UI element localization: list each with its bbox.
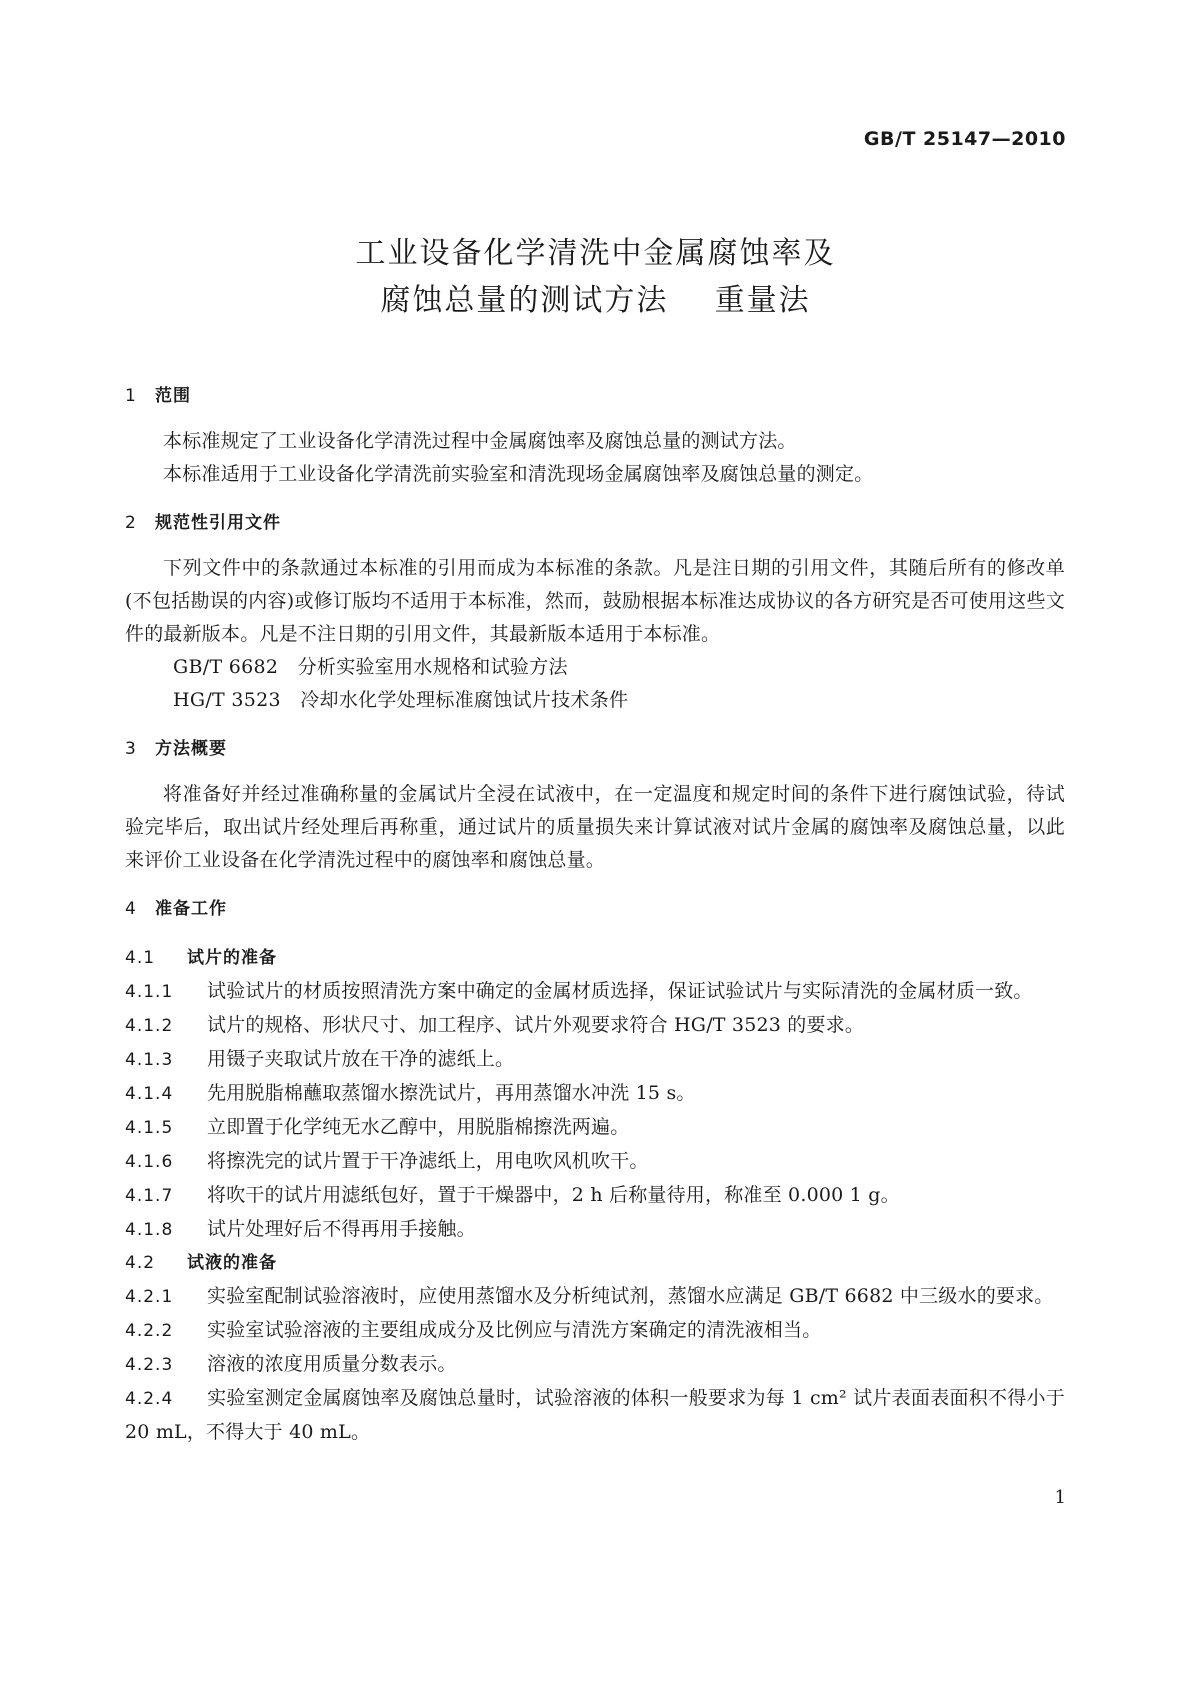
section-number: 4	[125, 899, 137, 919]
clause-item	[125, 975, 1065, 1009]
section-number: 3	[125, 739, 137, 759]
clause-number: 4.1.7	[125, 1186, 174, 1206]
paragraph: 本标准适用于工业设备化学清洗前实验室和清洗现场金属腐蚀率及腐蚀总量的测定。	[163, 463, 874, 485]
clause-item	[125, 1179, 1065, 1213]
section-number: 2	[125, 513, 137, 533]
section-title: 范围	[155, 386, 191, 406]
normative-reference: GB/T 6682 分析实验室用水规格和试验方法	[173, 656, 568, 678]
clause-number: 4.2.4	[125, 1389, 174, 1409]
clause-text: 用镊子夹取试片放在干净的滤纸上。	[207, 1048, 515, 1070]
clause-number: 4.2.1	[125, 1287, 174, 1307]
section-heading-3	[125, 733, 1065, 766]
section-title: 方法概要	[155, 739, 227, 759]
subsection-number: 4.1	[125, 948, 156, 968]
subsection-heading-4-1	[125, 942, 1065, 975]
clause-text: 试验试片的材质按照清洗方案中确定的金属材质选择，保证试验试片与实际清洗的金属材质一致。	[207, 980, 1033, 1002]
clause-item	[125, 1111, 1065, 1145]
clause-number: 4.1.8	[125, 1220, 174, 1240]
subsection-number: 4.2	[125, 1253, 156, 1273]
title-line-2: 腐蚀总量的测试方法 重量法	[380, 283, 811, 318]
clause-item	[125, 1145, 1065, 1179]
clause-text: 实验室配制试验溶液时，应使用蒸馏水及分析纯试剂，蒸馏水应满足 GB/T 6682 中三级水的要求。	[207, 1285, 1054, 1307]
paragraph: 下列文件中的条款通过本标准的引用而成为本标准的条款。凡是注日期的引用文件，其随后所有的修改单(不包括勘误的内容)或修订版均不适用于本标准，然而，鼓励根据本标准达成协议的各方研究是否可使用这些文件的最新版本。凡是不注日期的引用文件，其最新版本适用于本标准。	[125, 557, 1065, 645]
section-title: 准备工作	[155, 899, 227, 919]
paragraph: 本标准规定了工业设备化学清洗过程中金属腐蚀率及腐蚀总量的测试方法。	[163, 430, 797, 452]
subsection-heading-4-2	[125, 1247, 1065, 1280]
clause-item	[125, 1213, 1065, 1247]
clause-number: 4.1.2	[125, 1016, 174, 1036]
clause-item	[125, 1382, 1065, 1449]
section-number: 1	[125, 386, 137, 406]
paragraph: 将准备好并经过准确称量的金属试片全浸在试液中，在一定温度和规定时间的条件下进行腐蚀试验，待试验完毕后，取出试片经处理后再称重，通过试片的质量损失来计算试液对试片金属的腐蚀率及腐蚀总量，以此来评价工业设备在化学清洗过程中的腐蚀率和腐蚀总量。	[125, 783, 1065, 871]
title-line-1: 工业设备化学清洗中金属腐蚀率及	[355, 236, 836, 271]
section-heading-1	[125, 380, 1065, 413]
section-heading-2	[125, 507, 1065, 540]
section-title: 规范性引用文件	[155, 513, 281, 533]
clause-number: 4.1.5	[125, 1118, 174, 1138]
clause-number: 4.1.4	[125, 1084, 174, 1104]
page-number: 1	[1054, 1487, 1066, 1508]
clause-item	[125, 1348, 1065, 1382]
clause-text: 将擦洗完的试片置于干净滤纸上，用电吹风机吹干。	[207, 1150, 649, 1172]
clause-number: 4.1.6	[125, 1152, 174, 1172]
subsection-title: 试片的准备	[187, 948, 277, 968]
clause-text: 试片的规格、形状尺寸、加工程序、试片外观要求符合 HG/T 3523 的要求。	[207, 1014, 865, 1036]
document-title	[0, 230, 1191, 324]
document-body	[125, 380, 1065, 1449]
standard-code: GB/T 25147—2010	[863, 128, 1066, 150]
subsection-title: 试液的准备	[187, 1253, 277, 1273]
clause-text: 实验室试验溶液的主要组成成分及比例应与清洗方案确定的清洗液相当。	[207, 1319, 822, 1341]
clause-text: 立即置于化学纯无水乙醇中，用脱脂棉擦洗两遍。	[207, 1116, 630, 1138]
clause-text: 先用脱脂棉蘸取蒸馏水擦洗试片，再用蒸馏水冲洗 15 s。	[207, 1082, 696, 1104]
clause-item	[125, 1314, 1065, 1348]
clause-item	[125, 1077, 1065, 1111]
clause-item	[125, 1009, 1065, 1043]
clause-number: 4.2.2	[125, 1321, 174, 1341]
clause-item	[125, 1043, 1065, 1077]
clause-number: 4.1.3	[125, 1050, 174, 1070]
clause-item	[125, 1280, 1065, 1314]
clause-number: 4.2.3	[125, 1355, 174, 1375]
clause-text: 将吹干的试片用滤纸包好，置于干燥器中，2 h 后称量待用，称准至 0.000 1 g。	[207, 1184, 900, 1206]
clause-text: 实验室测定金属腐蚀率及腐蚀总量时，试验溶液的体积一般要求为每 1 cm² 试片表面表面积不得小于 20 mL，不得大于 40 mL。	[125, 1387, 1065, 1443]
clause-text: 试片处理好后不得再用手接触。	[207, 1218, 476, 1240]
normative-reference: HG/T 3523 冷却水化学处理标准腐蚀试片技术条件	[173, 689, 629, 711]
section-heading-4	[125, 893, 1065, 926]
clause-number: 4.1.1	[125, 982, 174, 1002]
clause-text: 溶液的浓度用质量分数表示。	[207, 1353, 457, 1375]
